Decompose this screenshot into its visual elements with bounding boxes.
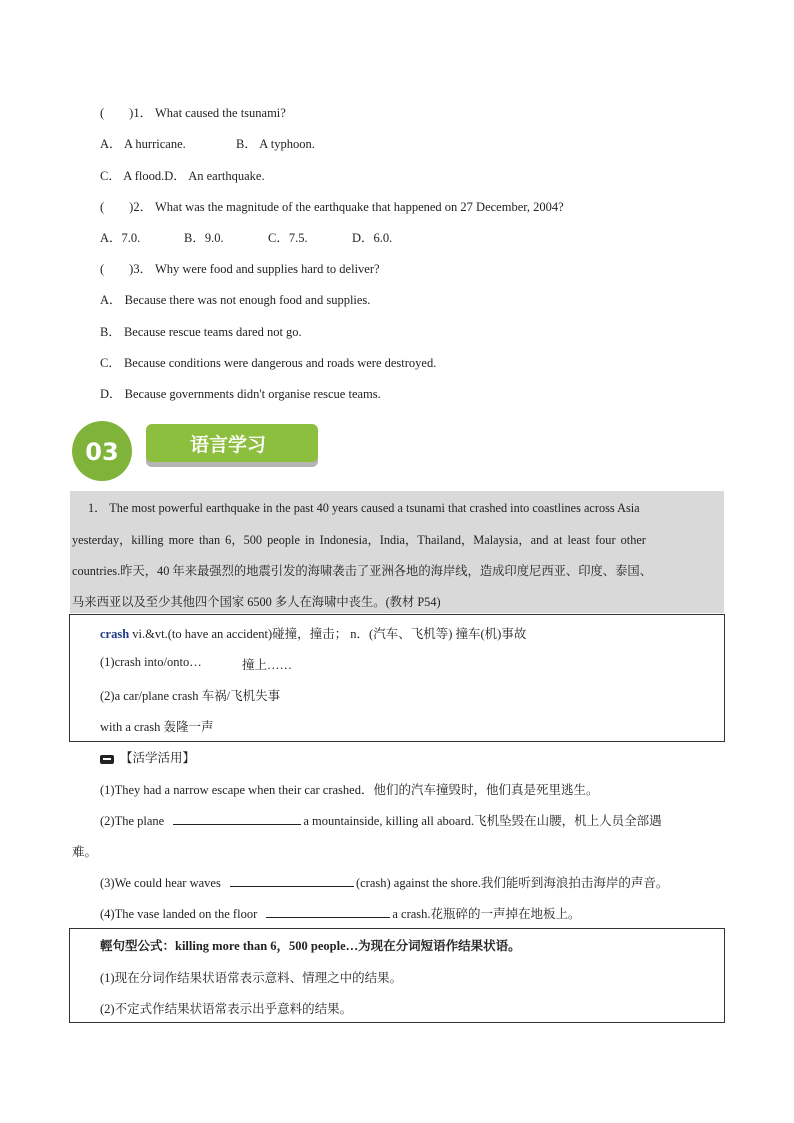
pattern-item-2: (2)不定式作结果状语常表示出乎意料的结果。 <box>100 1002 353 1016</box>
pattern-title: 輕句型公式：killing more than 6，500 people…为现在分词短语作结果状语。 <box>100 939 521 953</box>
question-1-option-a: A． A hurricane. <box>100 137 186 151</box>
pencil-icon <box>100 755 114 764</box>
practice-4-start: (4)The vase landed on the floor <box>100 907 258 921</box>
crash-definition-line <box>100 624 526 642</box>
practice-3-line <box>100 873 668 891</box>
practice-heading-line <box>100 748 195 766</box>
practice-4-line <box>100 904 581 922</box>
practice-1: (1)They had a narrow escape when their car crashed．他们的汽车撞毁时，他们真是死里逃生。 <box>100 783 599 797</box>
section-number: 03 <box>85 438 119 466</box>
question-2-option-d: D．6.0. <box>352 231 393 245</box>
question-2-stem: ( )2． What was the magnitude of the earthquake that happened on 27 December, 2004? <box>100 200 564 214</box>
question-3-stem: ( )3． Why were food and supplies hard to deliver? <box>100 262 380 276</box>
question-2-option-a: A．7.0. <box>100 231 141 245</box>
crash-keyword: crash <box>100 627 130 641</box>
section-header <box>70 415 330 485</box>
practice-2-cont: 难。 <box>72 845 98 859</box>
practice-2-blank[interactable] <box>173 812 301 825</box>
practice-4-blank[interactable] <box>266 905 390 918</box>
practice-3-start: (3)We could hear waves <box>100 876 221 890</box>
crash-item-1-meaning: 撞上…… <box>242 658 293 672</box>
question-3-option-c: C． Because conditions were dangerous and roads were destroyed. <box>100 356 437 370</box>
question-2-option-c: C．7.5. <box>268 231 308 245</box>
section-badge-graphic <box>70 415 330 485</box>
practice-3-end: (crash) against the shore.我们能听到海浪拍击海岸的声音。 <box>355 876 669 890</box>
crash-item-3: with a crash 轰隆一声 <box>100 720 214 734</box>
crash-item-2: (2)a car/plane crash 车祸/飞机失事 <box>100 689 281 703</box>
passage-line-3: countries.昨天，40 年来最强烈的地震引发的海啸袭击了亚洲各地的海岸线，造成印度尼西亚、印度、泰国、 <box>72 564 652 578</box>
practice-2-line <box>100 811 662 829</box>
practice-4-end: a crash.花瓶碎的一声掉在地板上。 <box>392 907 581 921</box>
practice-heading: 【活学活用】 <box>120 751 196 765</box>
crash-definition: vi.&vt.(to have an accident)碰撞，撞击； n．(汽车、飞机等) 撞车(机)事故 <box>129 627 527 641</box>
question-1-option-cd: C． A flood.D． An earthquake. <box>100 169 265 183</box>
practice-3-blank[interactable] <box>230 874 354 887</box>
question-3-option-d: D． Because governments didn't organise rescue teams. <box>100 387 381 401</box>
question-1-option-b: B． A typhoon. <box>236 137 315 151</box>
question-1-stem: ( )1． What caused the tsunami? <box>100 106 286 120</box>
pattern-item-1: (1)现在分词作结果状语常表示意料、情理之中的结果。 <box>100 971 403 985</box>
question-2-option-b: B．9.0. <box>184 231 224 245</box>
question-3-option-b: B． Because rescue teams dared not go. <box>100 325 302 339</box>
practice-2-end: a mountainside, killing all aboard.飞机坠毁在山腰，机上人员全部遇 <box>303 814 662 828</box>
section-title: 语言学习 <box>189 434 267 456</box>
passage-line-1: 1． The most powerful earthquake in the past 40 years caused a tsunami that crashed into coastlines across Asia <box>88 501 640 515</box>
practice-2-start: (2)The plane <box>100 814 165 828</box>
crash-item-1: (1)crash into/onto… <box>100 655 202 669</box>
passage-line-4: 马来西亚以及至少其他四个国家 6500 多人在海啸中丧生。(教材 P54) <box>72 595 441 609</box>
passage-line-2: yesterday，killing more than 6，500 people in Indonesia，India，Thailand，Malaysia，and at least four other <box>72 533 646 547</box>
question-3-option-a: A． Because there was not enough food and supplies. <box>100 293 371 307</box>
